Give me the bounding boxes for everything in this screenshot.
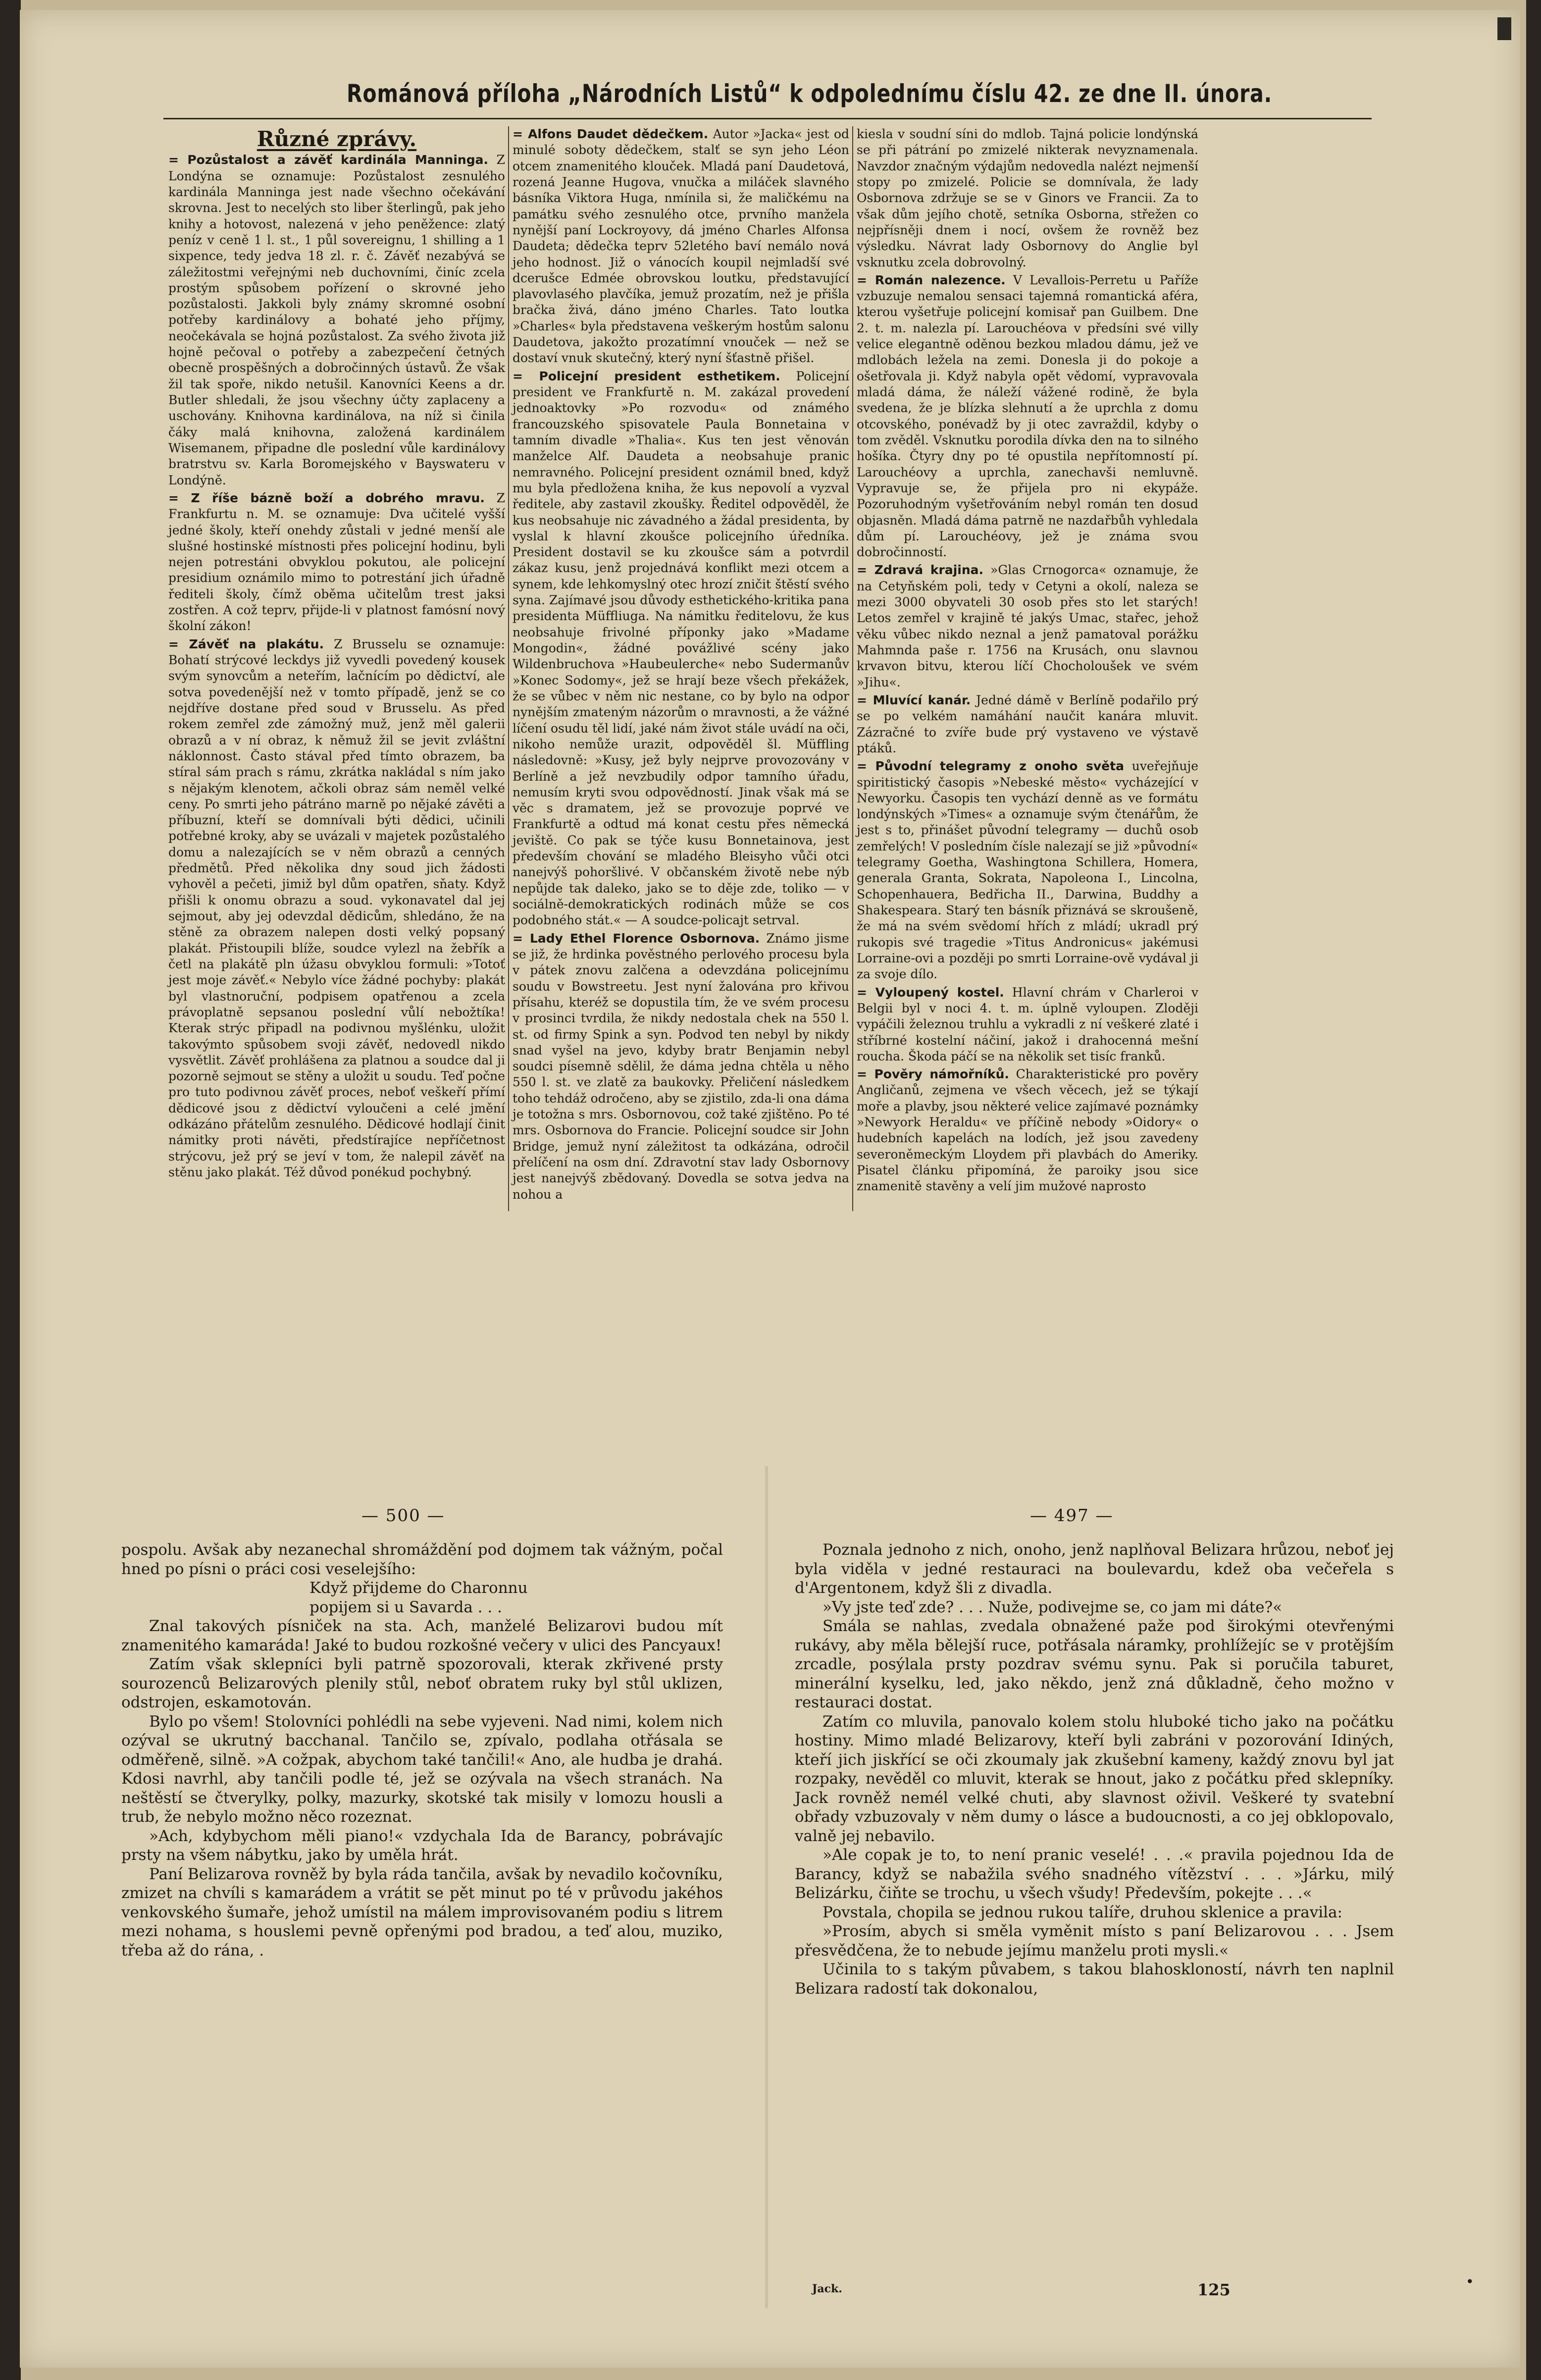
- book-paragraph: Učinila to s takým půvabem, s takou blahoskloností, návrh ten naplnil Belizara radostí tak dokonalou,: [795, 1960, 1394, 1998]
- book-paragraph: »Prosím, abych si směla vyměnit místo s paní Belizarovou . . . Jsem přesvědčena, že to nebude jejímu manželu proti mysli.«: [795, 1922, 1394, 1959]
- news-item: [513, 931, 849, 1203]
- news-item: [857, 692, 1198, 756]
- news-item-title: = Alfons Daudet dědečkem.: [513, 127, 709, 141]
- section-title: Různé zprávy.: [257, 127, 417, 151]
- book-paragraph: »Vy jste teď zde? . . . Nuže, podivejme se, co jam mi dáte?«: [822, 1598, 1283, 1616]
- news-item: [857, 1066, 1198, 1195]
- news-item: [168, 490, 505, 635]
- news-item: [857, 562, 1198, 690]
- news-item-text: kiesla v soudní síni do mdlob. Tajná policie londýnská se při pátrání po zmizelé nikterak nevyznamenala. Navzdor značným výdajům nedovedla nalézt nejmenší stopy po zmizelé. Policie se domnívala, že lady Osbornova zdržuje se se v Ginors ve Francii. Za to však dům jejího chotě, setníka Osborna, střežen co nejpřísněji dnem i nocí, ovšem že rovněž bez výsledku. Návrat lady Osbornovy do Anglie byl vsknutku zcela dobrovolný.: [857, 127, 1198, 269]
- news-item-title: = Zdravá krajina.: [857, 563, 984, 578]
- margin-dot: •: [1466, 2274, 1474, 2290]
- news-column-1: [168, 126, 505, 1182]
- news-item: [168, 636, 505, 1181]
- column-2-items: [513, 126, 849, 1203]
- column-3-items: [857, 126, 1198, 1195]
- news-item-title: = Policejní president esthetikem.: [513, 369, 780, 383]
- song-line: Když přijdeme do Charonnu: [309, 1579, 528, 1597]
- book-paragraph: Poznala jednoho z nich, onoho, jenž naplňoval Belizara hrůzou, neboť jej byla viděla v jedné restauraci na boulevardu, kdež oba večeřela s d'Argentonem, když šli z divadla.: [795, 1541, 1394, 1597]
- news-item: [168, 152, 505, 488]
- news-item-title: = Závěť na plakátu.: [168, 636, 324, 651]
- left-page-number: — 500 —: [361, 1506, 445, 1526]
- corner-mark: [1497, 17, 1511, 40]
- column-1-items: [168, 152, 505, 1180]
- news-item-text: Z Frankfurtu n. M. se oznamuje: Dva učitelé vyšší jedné školy, kteří onehdy zůstali v jedné menší ale slušné hostinské místnosti přes policejní hodinu, byli nejen potrestáni obvyklou pokutou, ale policejní presidium oznámilo mimo to potrestání jich úřadně řediteli školy, čímž oběma učitelům trest jaksi zostřen. A což teprv, přijde-li v platnost famósní nový školní zákon!: [168, 490, 505, 634]
- news-item: [857, 985, 1198, 1065]
- news-item-title: = Vyloupený kostel.: [857, 985, 1004, 1000]
- signature-mark: Jack.: [812, 2282, 842, 2295]
- book-page-left: [121, 1540, 723, 1960]
- news-item-text: Z Londýna se oznamuje: Pozůstalost zesnulého kardinála Manninga jest nade všechno očekávání skrovna. Jest to necelých sto liber šterlingů, pak jeho knihy a hotovost, nalezená v jeho peněžence: zlatý peníz v ceně 1 l. st., 1 půl sovereignu, 1 shilling a 1 sixpence, tedy jedva 18 zl. r. č. Závěť nezabývá se záležitostmi veřejnými neb duchovními, činíc zcela prostým spůsobem pořízení o skrovné jeho pozůstalosti. Jakkoli byly známy skromné osobní potřeby kardinálovy a bohaté jeho příjmy, neočekávala se hojná pozůstalost. Za svého života již hojně pečoval o potřeby a zabezpečení četných obecně prospěšných a dobročinných ústavů. Že však žil tak spoře, nikdo netušil. Kanovníci Keens a dr. Butler shledali, že jsou všechny účty zaplaceny a uschovány. Knihovna kardinálova, na níž si činila čáky malá knihovna, založená kardinálem Wisemanem, připadne dle poslední vůle kardinálovy bratrstvu sv. Karla Boromejského v Bayswateru v Londýně.: [168, 153, 505, 487]
- book-paragraph: Paní Belizarova rovněž by byla ráda tančila, avšak by nevadilo kočovníku, zmizet na chvíli s kamarádem a vrátit se pět minut po té v průvodu jakéhos venkovského šumaře, jehož umístil na málem improvisovaném podiu s litrem mezi nohama, s houslemi pevně opřenými pod bradou, a teď alou, muziko, třeba až do rána, .: [121, 1865, 723, 1959]
- book-paragraph: pospolu. Avšak aby nezanechal shromáždění pod dojmem tak vážným, počal hned po písni o práci cosi veselejšího:: [121, 1541, 723, 1578]
- news-item: [513, 369, 849, 929]
- folio-number: 125: [1197, 2280, 1231, 2299]
- news-item-title: = Mluvící kanár.: [857, 692, 971, 707]
- news-item: [857, 272, 1198, 561]
- news-item-text: Charakteristické pro pověry Angličanů, zejmena ve všech věcech, jež se týkají moře a plavby, jsou některé velice zajímavé poznámky »Newyork Heraldu« ve příčině nebody »Oidory« o hudebních kapelách na lodích, jež jsou zavedeny severoněmeckým Lloydem při plavbách do Ameriky. Pisatel článku připomíná, že paroiky jsou sice znamenitě stavěny a velí jim mužové naprosto: [857, 1067, 1198, 1194]
- news-item-text: Policejní president ve Frankfurtě n. M. zakázal provedení jednoaktovky »Po rozvodu« od známého francouzského spisovatele Paula Bonnetaina v tamním divadle »Thalia«. Kus ten jest věnován manželce Alf. Daudeta a neobsahuje pranic nemravného. Policejní president oznámil bned, když mu byla předložena kniha, že kus nepovolí a vyzval ředitele, aby zastavil zkoušky. Ředitel odpověděl, že kus neobsahuje nic závadného a žádal presidenta, by vyslal k hlavní zkoušce policejního úředníka. President dostavil se ku zkoušce sám a potvrdil zákaz kusu, jenž projednává konflikt mezi otcem a synem, kde lehkomyslný otec hrozí zničit štěstí svého syna. Zajímavé jsou důvody esthetického-kritika pana presidenta Müffliuga. Na námitku ředitelovu, že kus neobsahuje frivolné příponky jako »Madame Mongodin«, žádné povážlivé scény jako Wildenbruchova »Haubeulerche« nebo Sudermanův »Konec Sodomy«, jež se hrají beze všech překážek, že se vůbec v něm nic nestane, co by bylo na odpor nynějším zmateným názorům o mravnosti, a že vážné líčení osudu těl lidí, jaké nám život stále uvádí na oči, nikoho nemůže urazit, odpověděl šl. Müffling následovně: »Kusy, jež byly nejprve provozovány v Berlíně a jež nevzbudily odpor tamního úřadu, nemusím kryti svou odpovědností. Jinak však má se věc s dramatem, jež se provozuje poprvé ve Frankfurtě a odtud má konat cestu přes německá jeviště. Co pak se týče kusu Bonnetainova, jest především chování se mladého Bleisyho vůči otci nanejvýš pohoršlivé. V občanském životě nebe nýb nepůjde tak daleko, jako se to děje zde, toliko — v sociálně-demokratických rodinách může se cos podobného stát.« — A soudce-policajt setrval.: [513, 369, 849, 928]
- column-divider: [508, 126, 509, 1211]
- song-line: popijem si u Savarda . . .: [309, 1598, 502, 1616]
- news-item-text: uveřejňuje spiritistický časopis »Nebeské město« vycházející v Newyorku. Časopis ten vychází denně as ve formátu londýnských »Times« a oznamuje svým čtenářům, že jest s to, přinášet původní telegramy — duchů osob zemřelých! V posledním čísle nalezají se již »původní« telegramy Goetha, Washingtona Schillera, Homera, generala Granta, Sokrata, Napoleona I., Lincolna, Schopenhauera, Bedřicha II., Darwina, Buddhy a Shakespeara. Starý ten básník přiznává se skroušeně, že má na svém svědomí hřích z mládí; ukradl prý rukopis své tragedie »Titus Andronicus« jakémusi Lorraine-ovi a později po smrti Lorraine-ově vydával ji za svoje dílo.: [857, 759, 1198, 982]
- news-item-title: = Lady Ethel Florence Osbornova.: [513, 931, 760, 946]
- news-item-title: = Pozůstalost a závěť kardinála Manninga.: [168, 153, 488, 167]
- news-item: [513, 126, 849, 367]
- news-column-2: [513, 126, 849, 1205]
- news-item-title: = Z říše bázně boží a dobrého mravu.: [168, 490, 485, 505]
- book-page-right: [795, 1540, 1394, 1998]
- book-paragraph: Znal takových písniček na sta. Ach, manželé Belizarovi budou mít znamenitého kamaráda! Jaké to budou rozkošné večery v ulici des Pancyaux!: [121, 1617, 723, 1654]
- news-column-3: [857, 126, 1198, 1197]
- page-gutter: [765, 1466, 768, 2308]
- book-paragraph: »Ach, kdybychom měli piano!« vzdychala Ida de Barancy, pobrávajíc prsty na všem nábytku, jako by uměla hrát.: [121, 1827, 723, 1864]
- right-page-number: — 497 —: [1030, 1506, 1114, 1526]
- news-item-title: = Pověry námořníků.: [857, 1067, 1009, 1082]
- news-item-title: = Původní telegramy z onoho světa: [857, 759, 1124, 774]
- book-paragraph: Bylo po všem! Stolovníci pohlédli na sebe vyjeveni. Nad nimi, kolem nich ozýval se ukrutný bacchanal. Tančilo se, zpívalo, podlaha otřásala se odměřeně, silně. »A cožpak, abychom také tančili!« Ano, ale hudba je drahá. Kdosi navrhl, aby tančili podle té, jež se ozývala na všech stranách. Na neštěstí se čtverylky, polky, mazurky, skotské tak misily v lomozu housli a trub, že nebylo možno něco rozeznat.: [121, 1712, 723, 1826]
- news-item-text: Z Brusselu se oznamuje: Bohatí strýcové leckdys již vyvedli povedený kousek svým synovcům a neteřím, lačnícím po dědictví, ale sotva povedenější než v tomto případě, jenž se co nejdříve dostane před soud v Brusselu. As před rokem zemřel zde zámožný muž, jenž měl galerii obrazů a v ní obraz, k němuž žil se jevit zvláštní náklonnost. Často stával před tímto obrazem, ba stíral sám prach s rámu, zkrátka nakládal s ním jako s nějakým klenotem, ačkoli obraz sám neměl velké ceny. Po smrti jeho pátráno marně po nějaké závěti a příbuzní, kteří se domnívali býti dědici, učinili potřebné kroky, aby se uvázali v majetek pozůstalého domu a nalezajících se v něm obrazů a cenných předmětů. Před několika dny soud jich žádosti vyhověl a pečeti, jimiž byl dům opatřen, sňaty. Když přišli k onomu obrazu a soud. vykonavatel dal jej sejmout, aby jej odevzdal dědicům, shledáno, že na stěně za obrazem nalepen dosti velký popsaný plakát. Přistoupili blíže, soudce vylezl na žebřík a četl na plakátě pln úžasu obvyklou formuli: »Totoť jest moje závěť.« Nebylo více žádné pochyby: plakát byl vlastnoruční, podpisem opatřenou a zcela právoplatně sepsanou poslední vůlí nebožtíka! Kterak strýc připadl na podivnou myšlénku, uložit takovýmto spůsobem svoji závěť, nedovedl nikdo vysvětlit. Závěť prohlášena za platnou a soudce dal ji pozorně sejmout se stěny a uložit u soudu. Teď počne pro tuto podivnou závěť proces, neboť veškeří přímí dědicové jsou z dědictví vyloučeni a celé jmění odkázáno přátelům zesnulého. Dědicové hodlají činit námitky proti návěti, předstírajíce nepříčetnost strýcovu, jež prý se jeví v tom, že nalepil závěť na stěnu jako plakát. Též důvod ponékud pochybný.: [168, 636, 505, 1179]
- news-item-text: Známo jisme se již, že hrdinka pověstného perlového procesu byla v pátek znovu zalčena a odevzdána policejnímu soudu v Bowstreetu. Jest nyní žalována pro křivou přísahu, kteréž se dopustila tím, že ve svém procesu v prosinci tvrdila, že nikdy nedostala chek na 550 l. st. od firmy Spink a syn. Podvod ten nebyl by nikdy snad vyšel na jevo, kdyby bratr Benjamin nebyl soudci písemně sdělil, že dáma jedna chtěla u něho 550 l. st. ve zlatě za baukovky. Přeličení následkem toho tehdáž odročeno, aby se zjistilo, zda-li ona dáma je totožna s mrs. Osbornovou, což také zjištěno. Po té mrs. Osbornova do Francie. Policejní soudce sir John Bridge, jemuž nyní záležitost ta odkázána, odročil přelíčení na osm dní. Zdravotní stav lady Osbornovy jest nanejvýš zbědovaný. Dovedla se sotva jedva na nohou a: [513, 931, 849, 1202]
- book-paragraph: Zatím však sklepníci byli patrně spozorovali, kterak zkřivené prsty sourozenců Belizarových plenily stůl, neboť obratem ruky byl stůl uklizen, odstrojen, eskamotován.: [121, 1655, 723, 1711]
- header-rule: [163, 118, 1372, 119]
- news-item-text: V Levallois-Perretu u Paříže vzbuzuje nemalou sensaci tajemná romantická aféra, kterou vyšetřuje policejní komisař pan Guilbem. Dne 2. t. m. nalezla pí. Larouchéova v předsíni své villy velice elegantně oděnou bezkou mladou dámu, jež ve mdlobách ležela na zemi. Donesla ji do pokoje a ošetřovala ji. Když nabyla opět vědomí, vypravovala mladá dáma, že náleží vážené rodině, že byla svedena, že je blízka slehnutí a že uprchla z domu otcovského, ponévadž by ji otec zavraždil, kdyby o tom zvěděl. Vsknutku porodila dívka den na to silného hošíka. Čtyry dny po té opustila nepřítomností pí. Larouchéovy a uprchla, zanechavši nemluvně. Vypravuje se, že přijela pro ni ekypáže. Pozoruhodným vyšetřováním nebyl román ten dosud objasněn. Mladá dáma patrně ne nazdařbůh vyhledala dům pí. Larouchéovy, jež je známa svou dobročinností.: [857, 272, 1199, 560]
- supplement-header: Románová příloha „Národních Listů“ k odpolednímu číslu 42. ze dne II. února.: [347, 79, 1273, 108]
- news-item-text: »Glas Crnogorca« oznamuje, že na Cetyňském poli, tedy v Cetyni a okolí, naleza se mezi 3000 obyvateli 30 osob přes sto let starých! Letos zemřel v krajině té jakýs Umac, stařec, jehož věku vůbec nikdo neznal a jenž pamatoval porážku Mahmnda paše r. 1756 na Krusách, onu slavnou krvavon bitvu, kterou líčí Chocholoušek ve svém »Jihu«.: [857, 563, 1198, 689]
- news-item: [857, 126, 1198, 270]
- news-item: [857, 758, 1198, 982]
- scan-edge-left: [0, 0, 21, 2380]
- news-item-text: Autor »Jacka« jest od minulé soboty dědečkem, stalť se syn jeho Léon otcem znamenitého klouček. Mladá paní Daudetová, rozená Jeanne Hugova, vnučka a miláček slavného básníka Viktora Huga, nmínila si, že maličkému na památku svého zesnulého otce, prvního manžela nynější paní Lockroyovy, dá jméno Charles Alfonsa Daudeta; dědečka teprv 52letého baví nemálo nová jeho hodnost. Již o vánocích koupil nejmladší své dcerušce Edmée obrovskou loutku, představující plavovlasého plavčíka, jemuž prozatím, než je přišla bračka živá, dáno jméno Charles. Tato loutka »Charles« byla představena veškerým hostům salonu Daudetova, jakožto prozatímní vnouček — než se dostaví vnuk skutečný, který nyní šťastně přišel.: [513, 127, 850, 366]
- book-paragraph: »Ale copak je to, to není pranic veselé! . . .« pravila pojednou Ida de Barancy, když se nabažila svého snadného vítězství . . . »Járku, milý Belizárku, čiňte se trochu, u všech všudy! Především, pokejte . . .«: [795, 1846, 1394, 1902]
- scan-edge-right: [1526, 0, 1541, 2380]
- column-divider: [852, 126, 853, 1211]
- book-paragraph: Povstala, chopila se jednou rukou talíře, druhou sklenice a pravila:: [822, 1903, 1343, 1921]
- book-paragraph: Smála se nahlas, zvedala obnažené paže pod širokými otevřenými rukávy, aby měla bělejší ruce, potřásala náramky, prohlížejíc se v protějším zrcadle, posýlala prsty pozdrav svému synu. Pak si poručila taburet, minerální kyselku, led, jako někdo, jenž zná důkladně, čeho možno v restauraci dostat.: [795, 1617, 1394, 1711]
- news-item-text: Hlavní chrám v Charleroi v Belgii byl v noci 4. t. m. úplně vyloupen. Zloději vypáčili železnou truhlu a vykradli z ní veškeré zlaté i stříbrné kostelní náčiní, jakož i drahocenná mešní roucha. Škoda páčí se na několik set tisíc franků.: [857, 985, 1198, 1063]
- book-paragraph: Zatím co mluvila, panovalo kolem stolu hluboké ticho jako na počátku hostiny. Mimo mladé Belizarovy, kteří byli zabráni v pozorování Idiných, kteří jich jiskřící se oči zkoumaly jak zkušební kameny, každý znovu byl jat rozpaky, nevěděl co mluvit, kterak se hnout, jako z počátku před sklepníky. Jack rovněž nemél velké chuti, aby slavnost oživil. Veškeré ty svatební obřady vzbuzovaly v něm dumy o lásce a budoucnosti, a co jej obklopovalo, valně jej nebavilo.: [795, 1712, 1394, 1845]
- news-item-text: Jedné dámě v Berlíně podařilo prý se po velkém namáhání naučit kanára mluvit. Zázračné to zvíře bude prý vystaveno ve výstavě ptáků.: [857, 692, 1198, 755]
- news-item-title: = Román nalezence.: [857, 272, 1006, 287]
